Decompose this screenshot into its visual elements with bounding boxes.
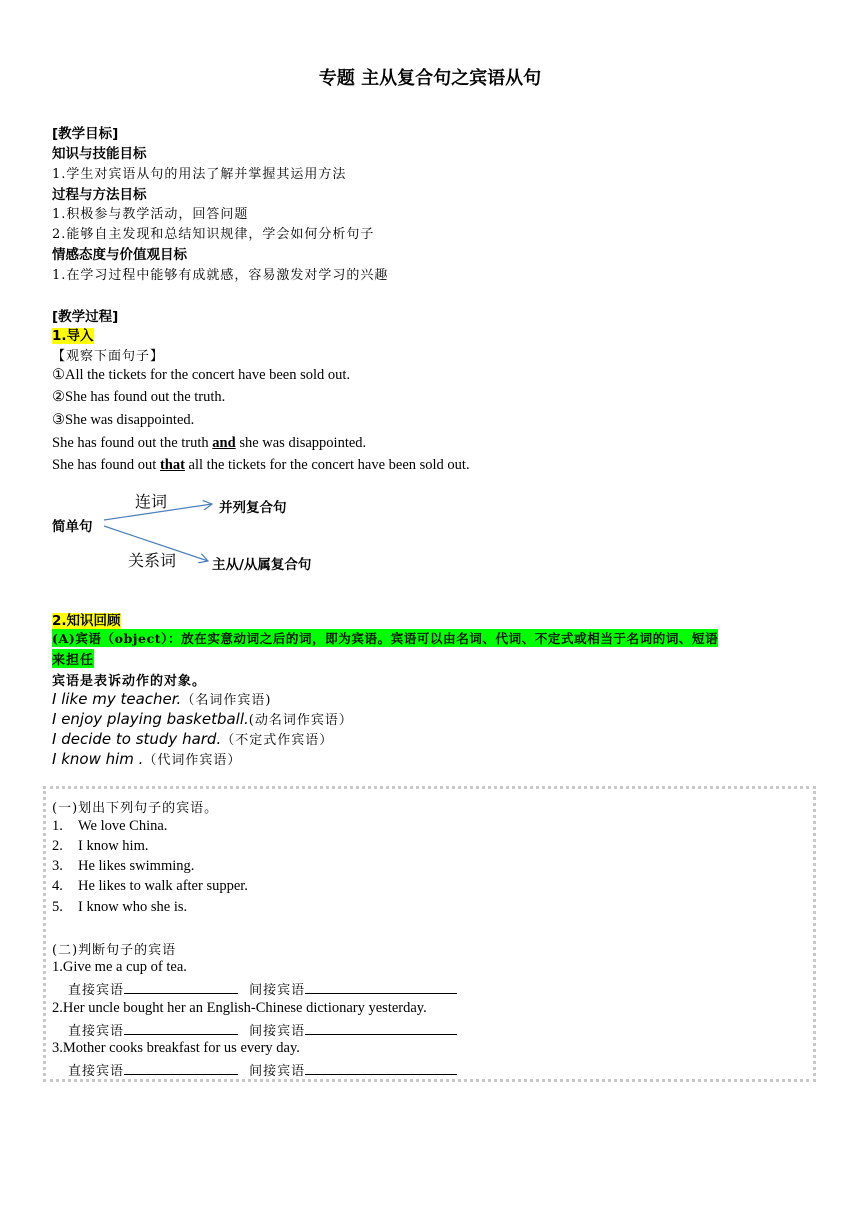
list-item-text: I know who she is. xyxy=(78,899,188,915)
example-2 xyxy=(52,709,353,728)
section-2-heading xyxy=(52,609,121,629)
list-item-text: He likes to walk after supper. xyxy=(78,878,248,894)
emotion-goal-title: 情感态度与价值观目标 xyxy=(52,247,187,263)
question-3: 3.Mother cooks breakfast for us every day. xyxy=(52,1040,300,1056)
direct-object-label: 直接宾语 xyxy=(68,983,125,998)
example-3-cn: （不定式作宾语） xyxy=(221,733,334,748)
example-2-en: I enjoy playing basketball. xyxy=(52,710,249,728)
object-definition-line1: (A)宾语（object）：放在实意动词之后的词，即为宾语。宾语可以由名词、代词、不定式或相当于名词的词、短语 xyxy=(52,631,719,646)
list-item xyxy=(52,858,195,875)
indirect-object-label: 间接宾语 xyxy=(249,983,306,998)
list-item-text: I know him. xyxy=(78,838,149,854)
diagram-upper-target: 并列复合句 xyxy=(219,500,287,516)
list-item xyxy=(52,878,248,895)
section-1-label: 1.导入 xyxy=(52,328,94,344)
diagram-upper-label: 连词 xyxy=(135,492,168,511)
example-3-en: I decide to study hard. xyxy=(52,730,222,748)
indirect-object-blank[interactable] xyxy=(305,1020,457,1035)
observe-label: 【观察下面句子】 xyxy=(52,349,165,364)
direct-object-blank[interactable] xyxy=(124,979,238,994)
emotion-goal-1: 1.在学习过程中能够有成就感，容易激发对学习的兴趣 xyxy=(52,268,389,283)
process-goal-1: 1.积极参与教学活动，回答问题 xyxy=(52,207,249,222)
example-1 xyxy=(52,689,271,708)
example-3 xyxy=(52,729,333,748)
answer-row-2 xyxy=(68,1020,457,1039)
answer-row-1 xyxy=(68,979,457,998)
knowledge-goal-title: 知识与技能目标 xyxy=(52,146,147,162)
conjunction-that: that xyxy=(159,457,185,473)
sentence-1: ①All the tickets for the concert have been sold out. xyxy=(52,367,351,383)
direct-object-label: 直接宾语 xyxy=(68,1024,125,1039)
example-1-en: I like my teacher. xyxy=(52,690,182,708)
complex-sentence-end: all the tickets for the concert have been sold out. xyxy=(184,457,470,473)
page-title: 专题 主从复合句之宾语从句 xyxy=(318,68,542,89)
compound-sentence-end: she was disappointed. xyxy=(235,435,367,451)
indirect-object-blank[interactable] xyxy=(305,1060,457,1075)
example-2-cn: (动名词作宾语） xyxy=(248,713,353,728)
process-goal-title: 过程与方法目标 xyxy=(52,187,147,203)
list-item xyxy=(52,818,168,835)
diagram-lower-label: 关系词 xyxy=(128,551,177,570)
indirect-object-label: 间接宾语 xyxy=(249,1064,306,1079)
object-definition-line2: 来担任 xyxy=(52,649,94,668)
sentence-2: ②She has found out the truth. xyxy=(52,389,226,405)
diagram-root: 简单句 xyxy=(52,519,93,535)
question-1: 1.Give me a cup of tea. xyxy=(52,959,187,975)
conjunction-and: and xyxy=(212,435,236,451)
list-item xyxy=(52,899,188,916)
example-4-cn: （代词作宾语） xyxy=(143,753,242,768)
direct-object-blank[interactable] xyxy=(124,1060,238,1075)
exercise-part1-title: (一)划出下列句子的宾语。 xyxy=(52,801,219,816)
goals-header: [教学目标] xyxy=(52,126,119,142)
object-definition-note: 宾语是表诉动作的对象。 xyxy=(52,674,207,689)
indirect-object-blank[interactable] xyxy=(305,979,457,994)
direct-object-label: 直接宾语 xyxy=(68,1064,125,1079)
complex-sentence-start: She has found out xyxy=(52,457,160,473)
list-item-number: 5. xyxy=(52,899,63,915)
list-item-number: 4. xyxy=(52,878,63,894)
example-1-cn: （名词作宾语) xyxy=(181,693,272,708)
knowledge-goal-1: 1.学生对宾语从句的用法了解并掌握其运用方法 xyxy=(52,167,347,182)
process-header: [教学过程] xyxy=(52,309,119,325)
list-item-number: 3. xyxy=(52,858,63,874)
list-item-text: He likes swimming. xyxy=(78,858,195,874)
sentence-3: ③She was disappointed. xyxy=(52,412,195,428)
example-4-en: I know him . xyxy=(52,750,144,768)
list-item-text: We love China. xyxy=(78,818,168,834)
question-2: 2.Her uncle bought her an English-Chinese dictionary yesterday. xyxy=(52,1000,427,1016)
list-item xyxy=(52,838,149,855)
indirect-object-label: 间接宾语 xyxy=(249,1024,306,1039)
example-4 xyxy=(52,749,241,768)
list-item-number: 1. xyxy=(52,818,63,834)
section-2-label: 2.知识回顾 xyxy=(52,613,121,629)
exercise-part2-title: (二)判断句子的宾语 xyxy=(52,943,177,958)
compound-sentence-start: She has found out the truth xyxy=(52,435,213,451)
answer-row-3 xyxy=(68,1060,457,1079)
list-item-number: 2. xyxy=(52,838,63,854)
diagram-lower-target: 主从/从属复合句 xyxy=(212,557,312,573)
direct-object-blank[interactable] xyxy=(124,1020,238,1035)
process-goal-2: 2.能够自主发现和总结知识规律，学会如何分析句子 xyxy=(52,227,375,242)
